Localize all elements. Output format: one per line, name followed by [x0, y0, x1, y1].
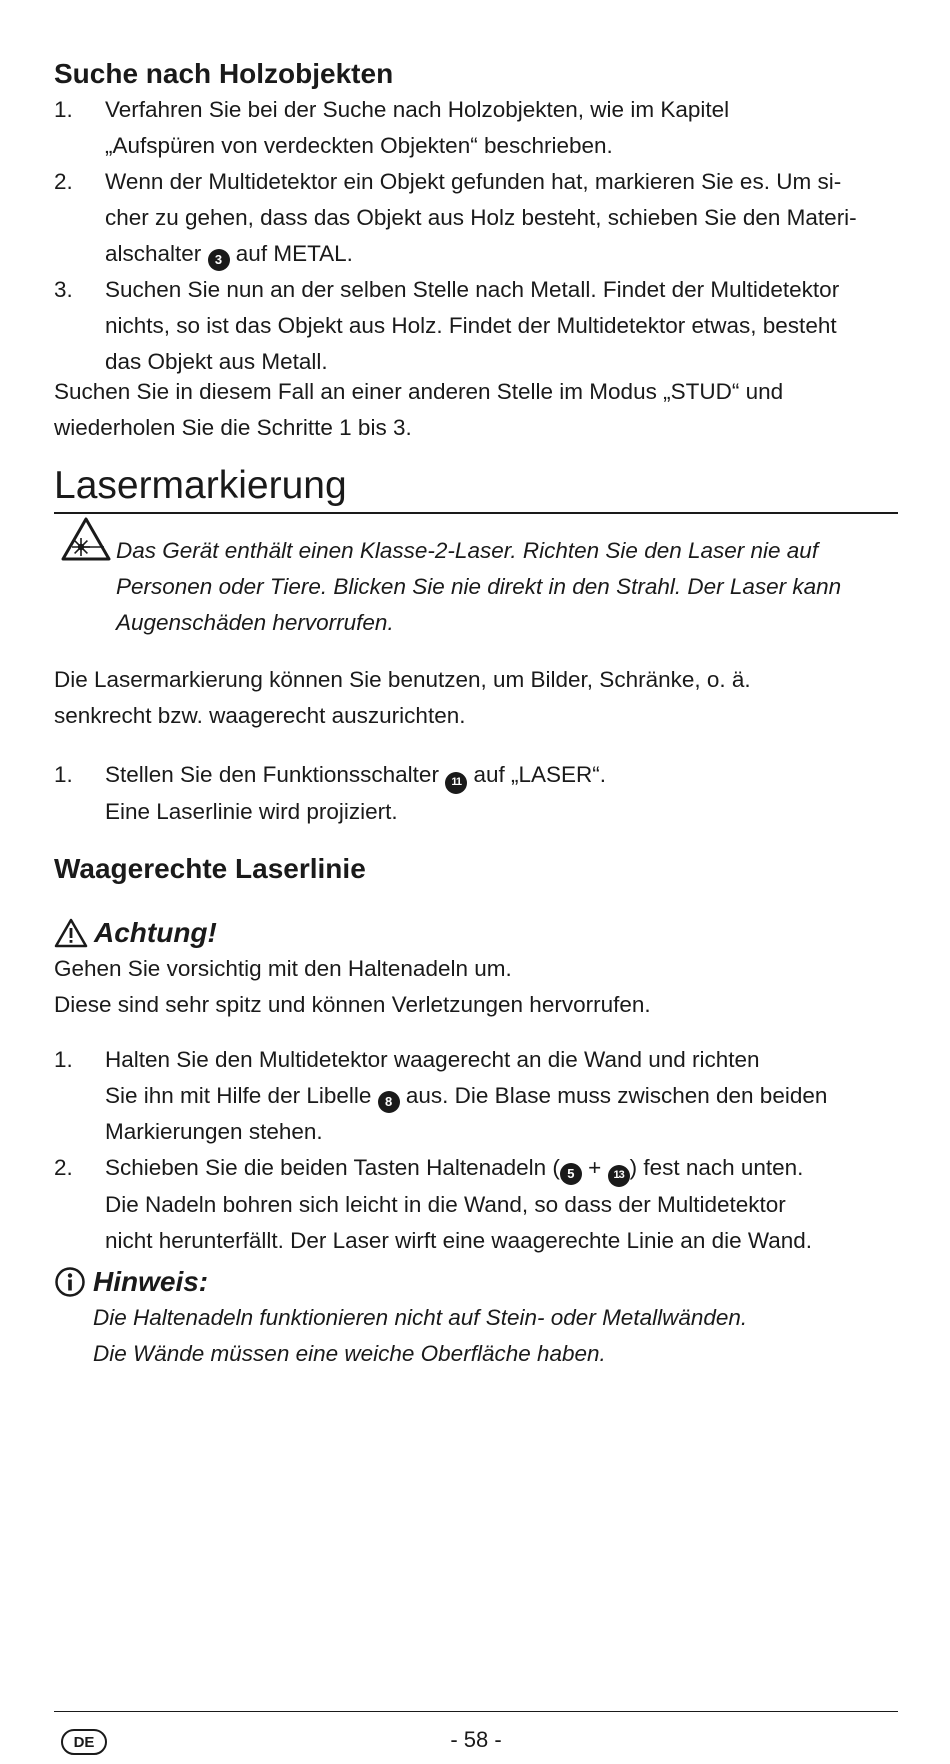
list-item: [54, 164, 898, 272]
horizontal-steps-list: [54, 1042, 898, 1259]
hint-title: Hinweis:: [93, 1266, 209, 1297]
info-icon: [54, 1266, 86, 1298]
caution-heading: [54, 915, 898, 951]
warning-line: Das Gerät enthält einen Klasse-2-Laser. Richten Sie den Laser nie auf: [116, 538, 819, 563]
list-item: [54, 92, 898, 164]
step-text: alschalter: [105, 241, 208, 266]
step-line: cher zu gehen, dass das Objekt aus Holz besteht, schieben Sie den Materi-: [105, 205, 857, 230]
part-number-badge: 8: [378, 1091, 400, 1113]
laser-warning-icon: [60, 516, 112, 562]
step-line: [105, 757, 898, 794]
step-number: 2.: [54, 169, 73, 194]
step-line: [105, 236, 898, 272]
step-line: Wenn der Multidetektor ein Objekt gefunden hat, markieren Sie es. Um si-: [105, 169, 842, 194]
intro-line: senkrecht bzw. waagerecht auszurichten.: [54, 703, 466, 728]
laser-intro: [54, 662, 898, 734]
heading-laser-marking: Lasermarkierung: [54, 464, 347, 507]
step-line: Verfahren Sie bei der Suche nach Holzobjekten, wie im Kapitel: [105, 97, 730, 122]
step-number: 1.: [54, 762, 73, 787]
caution-line: Diese sind sehr spitz und können Verletzungen hervorrufen.: [54, 992, 651, 1017]
step-line: [105, 1078, 898, 1114]
list-item: [54, 272, 898, 380]
warning-line: Augenschäden hervorrufen.: [116, 610, 394, 635]
page-number: - 58 -: [450, 1727, 502, 1752]
manual-page: [54, 0, 898, 1764]
hint-line: Die Haltenadeln funktionieren nicht auf Stein- oder Metallwänden.: [93, 1305, 748, 1330]
hint-block: [54, 1264, 898, 1372]
step-text: aus. Die Blase muss zwischen den beiden: [399, 1083, 828, 1108]
step-line: nicht herunterfällt. Der Laser wirft eine waagerechte Linie an die Wand.: [105, 1227, 813, 1253]
step-line: [105, 1150, 898, 1187]
heading-wood-search: Suche nach Holzobjekten: [54, 58, 394, 89]
step-number: 1.: [54, 1047, 73, 1072]
note-line: wiederholen Sie die Schritte 1 bis 3.: [54, 415, 412, 440]
step-line: das Objekt aus Metall.: [105, 349, 328, 374]
step-line: Eine Laserlinie wird projiziert.: [105, 798, 398, 824]
step-line: Markierungen stehen.: [105, 1119, 323, 1144]
step-number: 2.: [54, 1155, 73, 1180]
footer-rule: [54, 1711, 898, 1712]
step-text: Stellen Sie den Funktionsschalter: [105, 762, 446, 787]
warning-line: Personen oder Tiere. Blicken Sie nie direkt in den Strahl. Der Laser kann: [116, 574, 842, 599]
step-line: nichts, so ist das Objekt aus Holz. Findet der Multidetektor etwas, besteht: [105, 313, 837, 338]
step-number: 1.: [54, 97, 73, 122]
hint-text: [54, 1300, 898, 1372]
caution-line: Gehen Sie vorsichtig mit den Haltenadeln um.: [54, 956, 512, 981]
step-line: Suchen Sie nun an der selben Stelle nach Metall. Findet der Multidetektor: [105, 277, 840, 302]
step-line: Halten Sie den Multidetektor waagerecht an die Wand und richten: [105, 1047, 760, 1072]
caution-title: Achtung!: [94, 917, 217, 948]
part-number-badge: 11: [445, 772, 467, 794]
heading-horizontal-laser: Waagerechte Laserlinie: [54, 853, 366, 884]
step-text: Sie ihn mit Hilfe der Libelle: [105, 1083, 378, 1108]
note-line: Suchen Sie in diesem Fall an einer anderen Stelle im Modus „STUD“ und: [54, 379, 784, 404]
hint-line: Die Wände müssen eine weiche Oberfläche haben.: [93, 1341, 606, 1366]
step-number: 3.: [54, 277, 73, 302]
laser-warning: [116, 533, 898, 641]
list-item: [54, 1150, 898, 1259]
list-item: [54, 757, 898, 830]
step-line: „Aufspüren von verdeckten Objekten“ beschrieben.: [105, 133, 613, 158]
laser-steps-list: [54, 757, 898, 830]
hint-heading: [54, 1264, 898, 1300]
part-number-badge: 13: [608, 1165, 630, 1187]
laser-steps: [54, 757, 898, 830]
wood-note: [54, 374, 898, 446]
intro-line: Die Lasermarkierung können Sie benutzen, um Bilder, Schränke, o. ä.: [54, 667, 751, 692]
step-text: Schieben Sie die beiden Tasten Haltenadeln (: [105, 1155, 560, 1180]
wood-steps-list: [54, 92, 898, 380]
section-laser: [54, 462, 898, 510]
caution-block: [54, 915, 898, 1023]
section-wood: [54, 56, 898, 380]
step-text: auf METAL.: [229, 241, 353, 266]
language-badge: DE: [61, 1729, 107, 1755]
step-text: +: [581, 1155, 608, 1180]
heading-rule: [54, 512, 898, 514]
part-number-badge: 3: [208, 249, 230, 271]
horizontal-steps: [54, 1042, 898, 1259]
list-item: [54, 1042, 898, 1150]
step-text: auf „LASER“.: [467, 762, 607, 787]
step-line: Die Nadeln bohren sich leicht in die Wand, so dass der Multidetektor: [105, 1191, 786, 1217]
step-text: ) fest nach unten.: [629, 1155, 804, 1180]
warning-triangle-icon: [54, 918, 88, 948]
section-horizontal: [54, 851, 898, 887]
part-number-badge: 5: [560, 1163, 582, 1185]
